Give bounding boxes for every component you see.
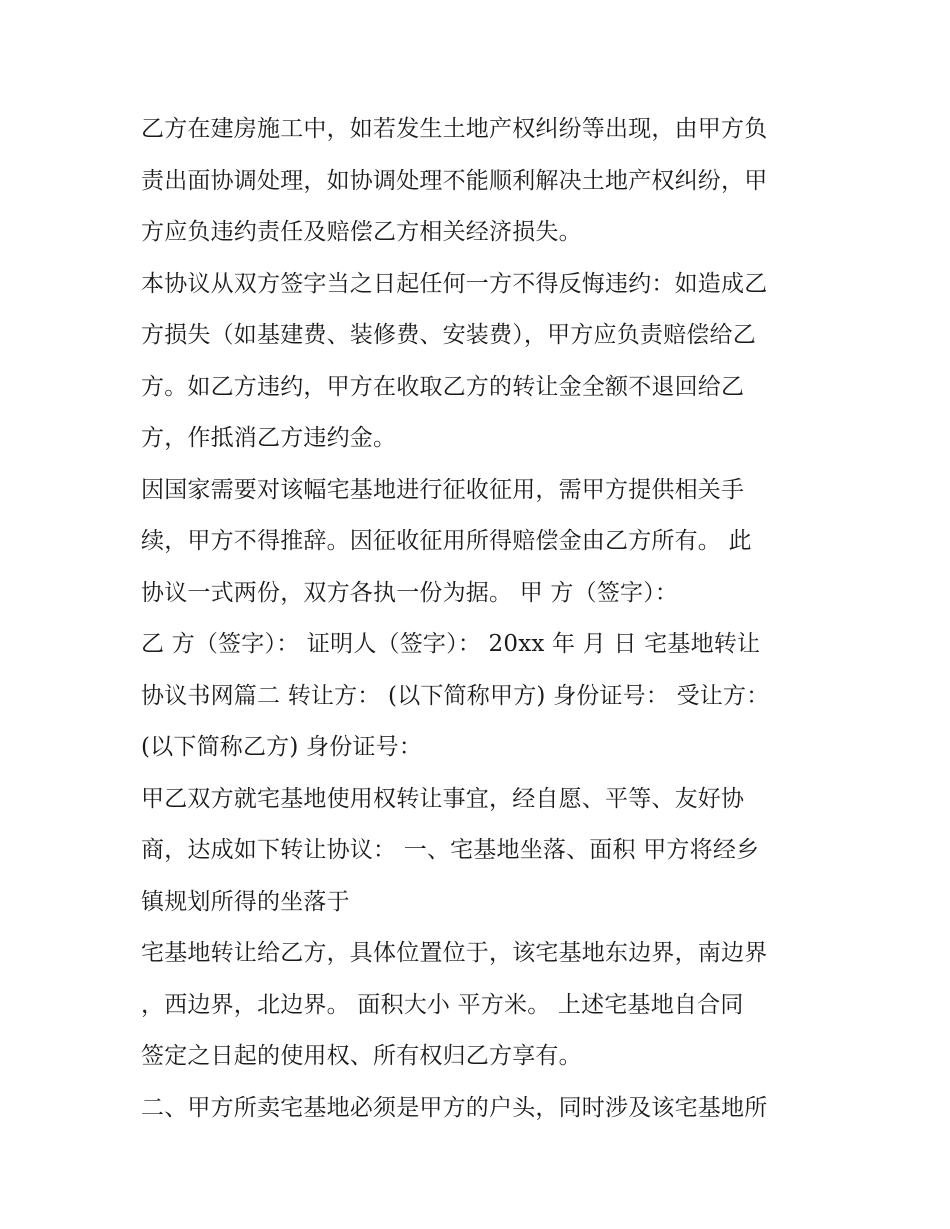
paragraph-2 (141, 259, 813, 465)
text-line: 乙 方（签字）： 证明人（签字）： 20xx 年 月 日 宅基地转让 (141, 631, 761, 657)
text-line: 甲乙双方就宅基地使用权转让事宜，经自愿、平等、友好协 (141, 785, 745, 812)
text-line: 因国家需要对该幅宅基地进行征收征用，需甲方提供相关手 (141, 476, 745, 503)
text-line: ，西边界，北边界。 面积大小 平方米。 上述宅基地自合同 (141, 991, 744, 1018)
text-line: 本协议从双方签字当之日起任何一方不得反悔违约：如造成乙 (141, 270, 768, 297)
text-line: 二、甲方所卖宅基地必须是甲方的户头，同时涉及该宅基地所 (141, 1094, 768, 1121)
paragraph-1 (141, 104, 813, 259)
paragraph-5 (141, 774, 813, 929)
text-line: 协议书网篇二 转让方： (以下简称甲方) 身份证号： 受让方： (141, 682, 770, 709)
text-line: 方。如乙方违约，甲方在收取乙方的转让金全额不退回给乙 (141, 373, 745, 400)
text-line: 责出面协调处理，如协调处理不能顺利解决土地产权纠纷，甲 (141, 167, 768, 194)
document-body (141, 104, 813, 1134)
paragraph-6 (141, 928, 813, 1083)
paragraph-4 (141, 619, 813, 774)
text-line: 方，作抵消乙方违约金。 (141, 425, 397, 451)
paragraph-3 (141, 465, 813, 620)
text-line: 商，达成如下转让协议： 一、宅基地坐落、面积 甲方将经乡 (141, 837, 760, 863)
text-line: (以下简称乙方) 身份证号： (141, 734, 423, 760)
text-line: 宅基地转让给乙方，具体位置位于，该宅基地东边界，南边界 (141, 940, 768, 966)
text-line: 镇规划所得的坐落于 (141, 888, 350, 915)
text-line: 方应负违约责任及赔偿乙方相关经济损失。 (141, 219, 582, 245)
paragraph-7 (141, 1083, 813, 1135)
text-line: 签定之日起的使用权、所有权归乙方享有。 (141, 1043, 582, 1069)
text-line: 乙方在建房施工中，如若发生土地产权纠纷等出现，由甲方负 (141, 116, 768, 142)
text-line: 协议一式两份，双方各执一份为据。 甲 方（签字）： (141, 579, 679, 606)
text-line: 续，甲方不得推辞。因征收征用所得赔偿金由乙方所有。 此 (141, 528, 752, 554)
text-line: 方损失（如基建费、装修费、安装费），甲方应负责赔偿给乙 (141, 322, 756, 348)
